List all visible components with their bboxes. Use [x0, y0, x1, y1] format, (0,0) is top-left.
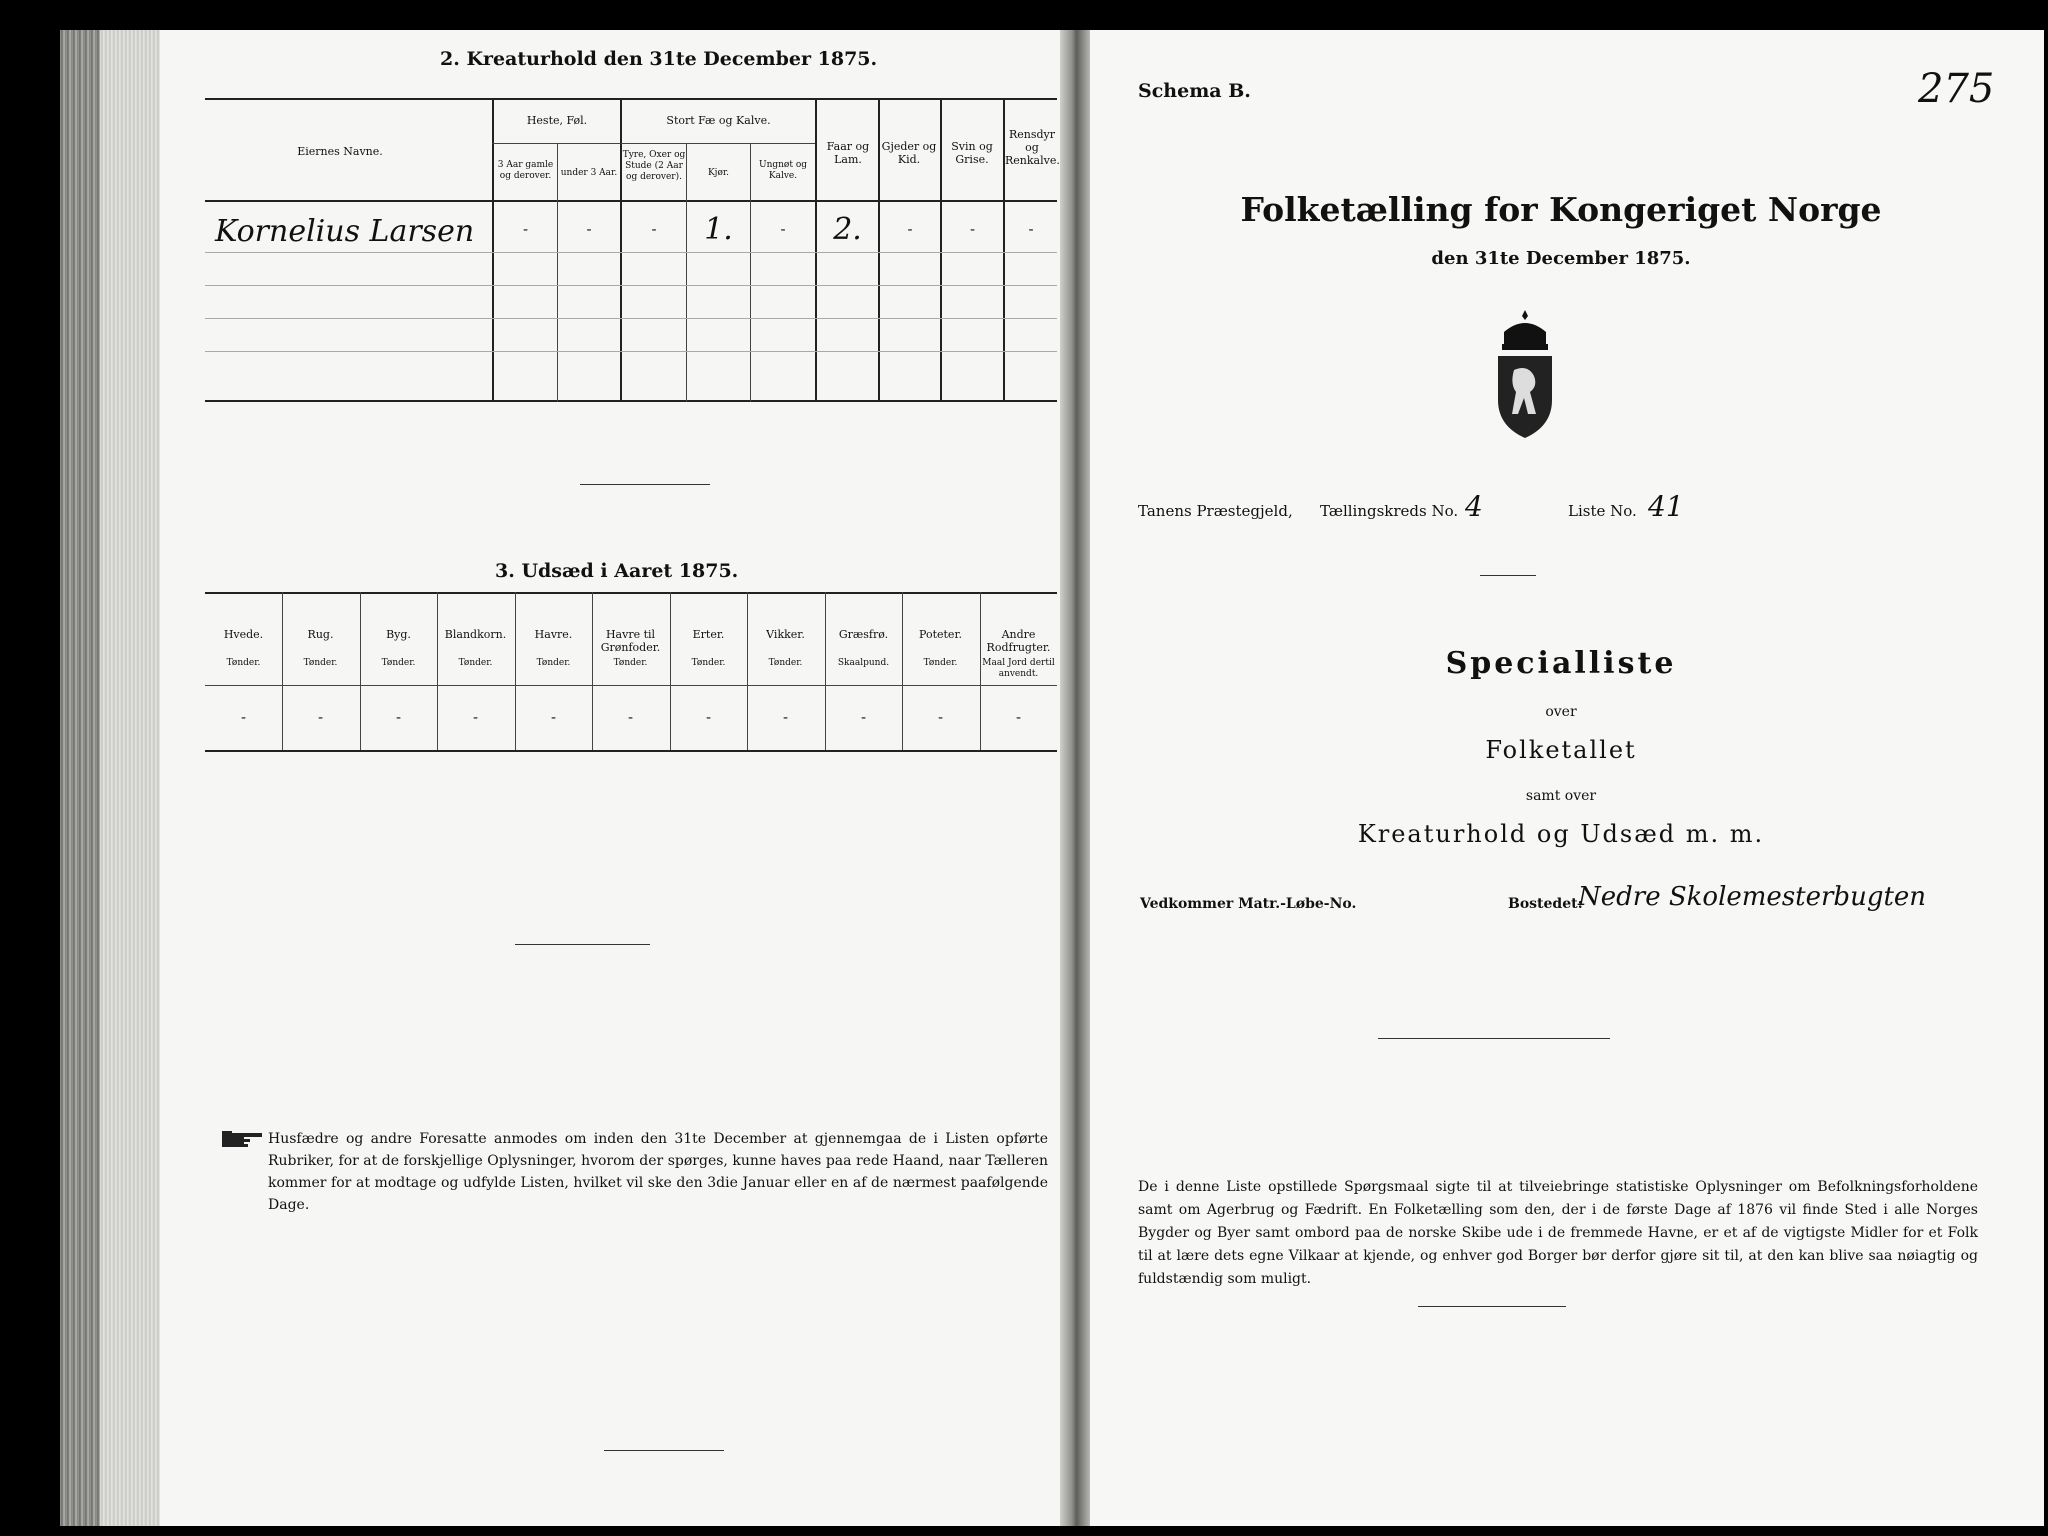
header-cattle-sub1: Tyre, Oxer og Stude (2 Aar og derover).	[622, 150, 686, 182]
seed-value: -	[472, 708, 479, 726]
header-horses-sub2: under 3 Aar.	[560, 168, 618, 178]
seed-col-header: Poteter.	[919, 628, 962, 641]
table2-sub-line	[557, 143, 558, 402]
seed-col-header: Byg.	[386, 628, 411, 641]
header-cattle: Stort Fæ og Kalve.	[666, 114, 771, 127]
header-cattle-sub3: Ungnøt og Kalve.	[758, 160, 807, 181]
seed-col-header: Havre til Grønfoder.	[600, 628, 661, 654]
footer-text: De i denne Liste opstillede Spørgsmaal sigte til at tilveiebringe statistiske Oplysninger om Befolkningsforholdene samt om Agerbrug og Fædrift. En Folketælling som den, der i de første Dage af 1876 vil finde Sted i alle Norges Bygder og Byer samt ombord paa de norske Skibe ude i de fremmede Havne, er et af de vigtigste Midler for et Folk til at lære dets egne Vilkaar at kjende, og enhver god Borger bør derfor gjøre sit til, at den kan blive saa nøiagtig og fuldstændig som muligt.	[1138, 1179, 1978, 1287]
seed-col-header: Erter.	[692, 628, 725, 641]
seed-col-header: Rug.	[307, 628, 334, 641]
seed-col-line	[437, 592, 438, 750]
page-number: 275	[1918, 66, 1995, 112]
matr-label: Vedkommer Matr.-Løbe-No.	[1140, 896, 1357, 912]
section2-title: 2. Kreaturhold den 31te December 1875.	[440, 48, 878, 70]
seed-col-header: Havre.	[534, 628, 573, 641]
seed-value: -	[240, 708, 247, 726]
seed-col-unit: Tønder.	[768, 658, 803, 668]
over-text: over	[1545, 704, 1577, 720]
list-label: Liste No.	[1568, 502, 1637, 520]
seed-col-header: Andre Rodfrugter.	[986, 628, 1051, 654]
owner-name: Kornelius Larsen	[215, 214, 475, 249]
seed-value: -	[395, 708, 402, 726]
table2-row-rule	[205, 285, 1057, 286]
left-page	[160, 30, 1072, 1526]
table2-header-rule	[205, 200, 1057, 202]
seed-value: -	[317, 708, 324, 726]
seed-col-header: Græsfrø.	[838, 628, 889, 641]
table2-sub-line	[686, 143, 687, 402]
seed-value: -	[782, 708, 789, 726]
seed-col-header: Blandkorn.	[444, 628, 507, 641]
header-goats: Gjeder og Kid.	[881, 140, 937, 166]
seed-col-header: Vikker.	[766, 628, 805, 641]
value-cows: 1.	[704, 212, 733, 247]
value-oxen: -	[651, 220, 657, 238]
page-date: den 31te December 1875.	[1431, 248, 1691, 269]
value-horses-young: -	[586, 220, 592, 238]
seed-col-unit: Tønder.	[458, 658, 493, 668]
samt-over-text: samt over	[1525, 788, 1597, 804]
header-horses-sub1: 3 Aar gamle og derover.	[497, 160, 554, 181]
seed-col-line	[825, 592, 826, 750]
seed-value: -	[705, 708, 712, 726]
folketallet-heading: Folketallet	[1485, 736, 1637, 764]
table2-row-rule	[205, 351, 1057, 352]
page-stack-inner	[100, 30, 160, 1526]
seed-value: -	[550, 708, 557, 726]
specialliste-heading: Specialliste	[1445, 646, 1677, 681]
seed-col-header: Hvede.	[223, 628, 264, 641]
seed-col-unit: Tønder.	[923, 658, 958, 668]
value-young-cattle: -	[780, 220, 786, 238]
separator-line	[1378, 1038, 1610, 1039]
seed-col-unit: Tønder.	[536, 658, 571, 668]
schema-label: Schema B.	[1138, 80, 1251, 102]
seed-col-unit: Tønder.	[381, 658, 416, 668]
seed-col-unit: Skaalpund.	[837, 658, 890, 668]
separator-line	[1418, 1306, 1566, 1307]
header-cattle-sub2: Kjør.	[707, 168, 730, 178]
seed-value: -	[937, 708, 944, 726]
seed-col-line	[282, 592, 283, 750]
table3-bottom-rule	[205, 750, 1057, 752]
separator-line	[515, 944, 650, 945]
seed-col-line	[592, 592, 593, 750]
table3-header-rule	[205, 685, 1057, 686]
parish-label: Tanens Præstegjeld,	[1138, 502, 1293, 520]
seed-value: -	[860, 708, 867, 726]
bosted-label: Bostedet:	[1508, 896, 1583, 912]
seed-col-line	[902, 592, 903, 750]
table2-col-line	[815, 98, 817, 402]
value-pigs: -	[969, 220, 976, 238]
header-reindeer: Rensdyr og Renkalve.	[1005, 128, 1060, 167]
seed-value: -	[627, 708, 634, 726]
seed-col-unit: Maal Jord dertil anvendt.	[982, 658, 1055, 679]
seed-col-line	[670, 592, 671, 750]
separator-line	[1480, 575, 1536, 576]
separator-line	[604, 1450, 724, 1451]
coat-of-arms-emblem	[1490, 310, 1560, 440]
value-goats: -	[907, 220, 913, 238]
seed-col-unit: Tønder.	[226, 658, 261, 668]
table2-top-rule	[205, 98, 1057, 100]
bosted-value: Nedre Skolemesterbugten	[1578, 882, 1927, 912]
header-pigs: Svin og Grise.	[951, 140, 993, 166]
table2-row-rule	[205, 252, 1057, 253]
value-horses-old: -	[522, 220, 529, 238]
pointing-hand-icon	[222, 1128, 264, 1150]
value-reindeer: -	[1028, 220, 1034, 238]
seed-col-line	[515, 592, 516, 750]
seed-col-line	[747, 592, 748, 750]
separator-line	[580, 484, 710, 485]
seed-col-unit: Tønder.	[303, 658, 338, 668]
table2-row-rule	[205, 318, 1057, 319]
seed-col-unit: Tønder.	[613, 658, 648, 668]
seed-col-line	[360, 592, 361, 750]
district-label: Tællingskreds No.	[1320, 502, 1459, 520]
header-sheep: Faar og Lam.	[826, 140, 870, 166]
header-owner: Eiernes Navne.	[297, 145, 383, 158]
seed-value: -	[1015, 708, 1022, 726]
section3-title: 3. Udsæd i Aaret 1875.	[495, 560, 739, 582]
header-horses: Heste, Føl.	[526, 114, 588, 127]
kreaturhold-heading: Kreaturhold og Udsæd m. m.	[1357, 820, 1765, 848]
table2-bottom-rule	[205, 400, 1057, 402]
seed-col-unit: Tønder.	[691, 658, 726, 668]
page-title: Folketælling for Kongeriget Norge	[1240, 190, 1882, 229]
table2-group-rule	[492, 143, 815, 144]
district-value: 4	[1465, 490, 1483, 523]
list-value: 41	[1648, 490, 1684, 523]
table3-top-rule	[205, 592, 1057, 594]
value-sheep: 2.	[833, 212, 862, 247]
notice-text: Husfædre og andre Foresatte anmodes om inden den 31te December at gjennemgaa de i Listen opførte Rubriker, for at de forskjellige Oplysninger, hvorom der spørges, kunne haves paa rede Haand, naar Tælleren kommer for at modtage og udfylde Listen, hvilket vil ske den 3die Januar eller en af de nærmest paafølgende Dage.	[268, 1131, 1048, 1213]
